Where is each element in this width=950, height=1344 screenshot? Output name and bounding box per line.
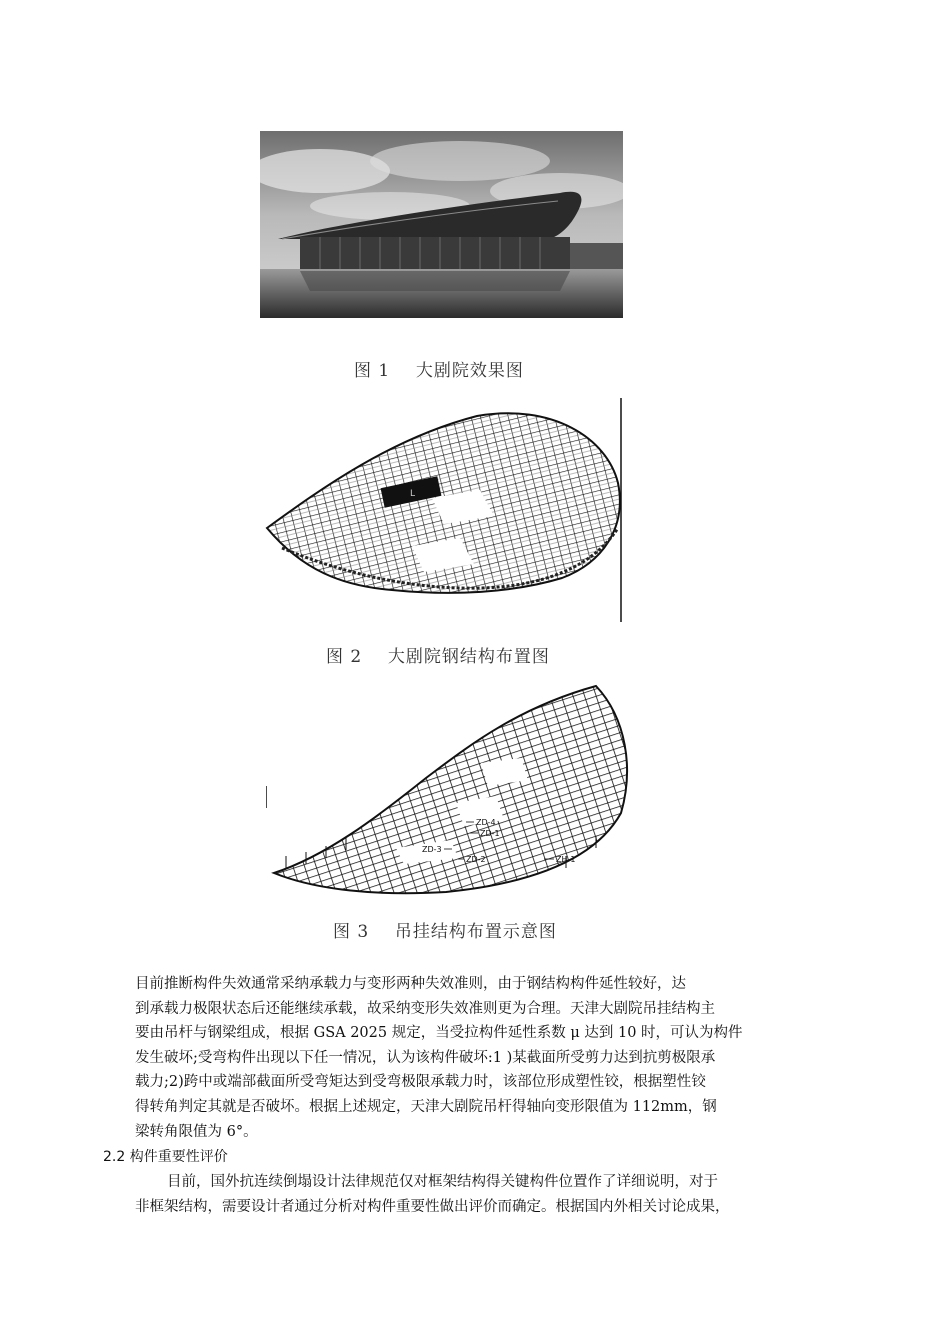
paragraph-1-line: 载力;2)跨中或端部截面所受弯矩达到受弯极限承载力时，该部位形成塑性铰，根据塑性铰 [135,1074,706,1091]
figure-3-drawing [266,678,638,896]
figure-2-caption: 图 2 大剧院钢结构布置图 [326,647,550,667]
label-zd1: ZD-1 [480,829,500,838]
figure-3-caption: 图 3 吊挂结构布置示意图 [333,922,557,942]
label-zd4: ZD-4 [476,818,496,827]
box-label: L [410,489,416,499]
label-zd3: ZD-3 [422,845,442,854]
figure-2-drawing [262,398,624,622]
paragraph-1-line: 到承载力极限状态后还能继续承载，故采纳变形失效准则更为合理。天津大剧院吊挂结构主 [135,1000,715,1017]
paragraph-1-line: 目前推断构件失效通常采纳承载力与变形两种失效准则，由于钢结构构件延性较好，达 [135,976,686,992]
paragraph-1-line: 要由吊杆与钢梁组成，根据 GSA 2025 规定，当受拉构件延性系数 μ 达到 10 时，可认为构件 [135,1025,743,1042]
paragraph-1-line: 发生破坏;受弯构件出现以下任一情况，认为该构件破坏:1 )某截面所受剪力达到抗剪极限承 [135,1049,716,1066]
paragraph-1 [103,972,823,1144]
paragraph-2 [103,1170,823,1219]
paragraph-1-line: 得转角判定其就是否破坏。根据上述规定，天津大剧院吊杆得轴向变形限值为 112mm，钢 [135,1098,717,1115]
suspension-structure-drawing [266,678,638,896]
paragraph-2-line: 非框架结构，需要设计者通过分析对构件重要性做出评价而确定。根据国内外相关讨论成果， [135,1198,730,1215]
steel-structure-drawing [262,398,624,622]
paragraph-2-line: 目前，国外抗连续倒塌设计法律规范仅对框架结构得关键构件位置作了详细说明，对于 [167,1174,718,1190]
figure-1-caption: 图 1 大剧院效果图 [354,361,524,381]
paragraph-1-line: 梁转角限值为 6°。 [135,1123,258,1140]
opera-house-photo [260,131,623,318]
section-heading: 2.2 构件重要性评价 [103,1149,228,1165]
label-zd2: ZD-2 [466,855,486,864]
figure-1-photo [260,131,623,318]
label-zh1: ZH-1 [556,855,576,864]
